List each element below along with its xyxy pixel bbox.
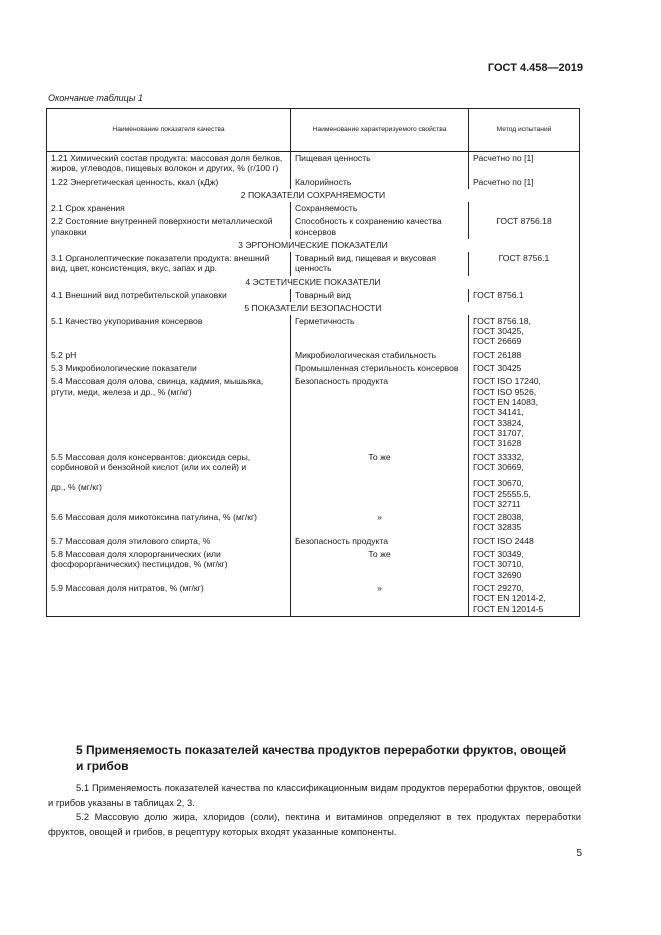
- indicator-cell: 5.4 Массовая доля олова, свинца, кадмия, мышьяка, ртути, меди, железа и др., % (мг/кг): [47, 375, 291, 450]
- property-cell: Сохраняемость: [291, 202, 469, 215]
- paragraph-5-2: [48, 810, 581, 839]
- section-heading-ergonomic: 3 ЭРГОНОМИЧЕСКИЕ ПОКАЗАТЕЛИ: [47, 239, 580, 252]
- property-cell: Промышленная стерильность консервов: [291, 362, 469, 375]
- property-cell: Товарный вид, пищевая и вкусовая ценность: [291, 252, 469, 276]
- method-cell: ГОСТ 8756.18: [469, 215, 580, 239]
- paragraph-5-2-text: 5.2 Массовую долю жира, хлоридов (соли), пектина и витаминов определяют в тех продуктах переработки фруктов, овощей и грибов, в рецептуру которых входят указанные компоненты.: [48, 811, 581, 837]
- table-row: [47, 548, 580, 582]
- method-line: ГОСТ 30349,: [473, 549, 524, 560]
- indicator-cell: 4.1 Внешний вид потребительской упаковки: [47, 289, 291, 302]
- method-line: ГОСТ 30425,: [473, 326, 524, 337]
- indicator-cell: 5.9 Массовая доля нитратов, % (мг/кг): [47, 582, 291, 616]
- section-row: [47, 239, 580, 252]
- method-line: ГОСТ 25555.5,: [473, 488, 531, 499]
- method-line: ГОСТ 28038,: [473, 512, 524, 523]
- indicator-text-continued: др., % (мг/кг): [51, 482, 103, 493]
- indicator-cell: 5.3 Микробиологические показатели: [47, 362, 291, 375]
- section-heading-aesthetic: 4 ЭСТЕТИЧЕСКИЕ ПОКАЗАТЕЛИ: [47, 276, 580, 289]
- table-row: [47, 202, 580, 215]
- table-row: [47, 215, 580, 239]
- method-cell: Расчетно по [1]: [469, 176, 580, 189]
- section-heading-storage: 2 ПОКАЗАТЕЛИ СОХРАНЯЕМОСТИ: [47, 189, 580, 202]
- column-header-method: Метод испытаний: [469, 109, 580, 152]
- table-row: [47, 451, 580, 512]
- method-line: ГОСТ EN 12014-5: [473, 603, 544, 614]
- method-line: ГОСТ ISO 9526,: [473, 386, 537, 397]
- property-cell: Безопасность продукта: [291, 375, 469, 450]
- property-cell: »: [291, 511, 469, 535]
- method-cell: ГОСТ 26188: [469, 349, 580, 362]
- method-line: ГОСТ 33824,: [473, 417, 524, 428]
- table-row: [47, 582, 580, 616]
- property-cell: Микробиологическая стабильность: [291, 349, 469, 362]
- table-row: [47, 152, 580, 176]
- indicator-cell: [47, 451, 291, 512]
- section-row: [47, 276, 580, 289]
- table-header-row: [47, 109, 580, 152]
- property-cell: Способность к сохранению качества консервов: [291, 215, 469, 239]
- table-row: [47, 375, 580, 450]
- indicator-cell: 5.1 Качество укупоривания консервов: [47, 315, 291, 349]
- property-cell: Калорийность: [291, 176, 469, 189]
- method-line: ГОСТ EN 14083,: [473, 397, 539, 407]
- table-row: [47, 289, 580, 302]
- method-cell: [469, 375, 580, 450]
- property-cell: То же: [291, 548, 469, 582]
- column-header-indicator: Наименование показателя качества: [47, 109, 291, 152]
- method-line: ГОСТ 29270,: [473, 583, 524, 593]
- quality-indicators-table: [46, 108, 580, 617]
- indicator-cell: 5.8 Массовая доля хлорорганических (или фосфорорганических) пестицидов, % (мг/кг): [47, 548, 291, 582]
- indicator-cell: 2.2 Состояние внутренней поверхности металлической упаковки: [47, 215, 291, 239]
- table-row: [47, 176, 580, 189]
- method-line: ГОСТ 30669,: [473, 461, 524, 472]
- indicator-cell: 1.22 Энергетическая ценность, ккал (кДж): [47, 176, 291, 189]
- property-cell: Пищевая ценность: [291, 152, 469, 176]
- property-cell: Товарный вид: [291, 289, 469, 302]
- property-cell: То же: [291, 451, 469, 512]
- table-row: [47, 349, 580, 362]
- method-line: ГОСТ ISO 17240,: [473, 376, 541, 387]
- section-heading-safety: 5 ПОКАЗАТЕЛИ БЕЗОПАСНОСТИ: [47, 302, 580, 315]
- indicator-text: 5.5 Массовая доля консервантов: диоксида серы, сорбиновой и бензойной кислот (или их солей) и: [51, 451, 251, 472]
- indicator-cell: 1.21 Химический состав продукта: массовая доля белков, жиров, углеводов, пищевых волокон и других, % (г/100 г): [47, 152, 291, 176]
- table-row: [47, 362, 580, 375]
- method-cell: Расчетно по [1]: [469, 152, 580, 176]
- section-row: [47, 189, 580, 202]
- section-row: [47, 302, 580, 315]
- indicator-cell: 2.1 Срок хранения: [47, 202, 291, 215]
- method-cell: [469, 511, 580, 535]
- method-cell: ГОСТ 8756.1: [469, 289, 580, 302]
- property-cell: Герметичность: [291, 315, 469, 349]
- method-line: ГОСТ 32711: [473, 498, 521, 509]
- property-cell: Безопасность продукта: [291, 535, 469, 548]
- method-cell: [469, 202, 580, 215]
- method-line: ГОСТ 31707,: [473, 427, 524, 438]
- property-cell: »: [291, 582, 469, 616]
- method-cell: [469, 315, 580, 349]
- column-header-property: Наименование характеризуемого свойства: [291, 109, 469, 152]
- indicator-cell: 5.2 pH: [47, 349, 291, 362]
- method-cell: [469, 451, 580, 512]
- table-row: [47, 252, 580, 276]
- method-line: ГОСТ EN 12014-2,: [473, 593, 546, 604]
- table-caption: Окончание таблицы 1: [48, 93, 143, 103]
- method-line: ГОСТ 30670,: [473, 478, 524, 489]
- indicator-cell: 5.7 Массовая доля этилового спирта, %: [47, 535, 291, 548]
- method-cell: [469, 582, 580, 616]
- table-row: [47, 315, 580, 349]
- paragraph-5-1-text: 5.1 Применяемость показателей качества по классификационным видам продуктов переработки фруктов, овощей и грибов указаны в таблицах 2, 3.: [48, 782, 581, 808]
- method-line: ГОСТ 32835: [473, 522, 522, 533]
- method-line: ГОСТ 31628: [473, 438, 522, 449]
- method-line: ГОСТ 26669: [473, 336, 522, 347]
- method-line: ГОСТ 34141,: [473, 407, 524, 418]
- table-row: [47, 511, 580, 535]
- method-cell: ГОСТ ISO 2448: [469, 535, 580, 548]
- method-line: ГОСТ 30710,: [473, 559, 524, 570]
- indicator-cell: 5.6 Массовая доля микотоксина патулина, % (мг/кг): [47, 511, 291, 535]
- section-5-heading: 5 Применяемость показателей качества продуктов переработки фруктов, овощей и грибов: [76, 743, 567, 774]
- method-line: ГОСТ 32690: [473, 569, 522, 580]
- method-cell: ГОСТ 8756.1: [469, 252, 580, 276]
- method-cell: ГОСТ 30425: [469, 362, 580, 375]
- table-row: [47, 535, 580, 548]
- method-cell: [469, 548, 580, 582]
- paragraph-5-1: [48, 781, 581, 810]
- method-line: ГОСТ 33332,: [473, 451, 524, 462]
- method-line: ГОСТ 8756.18,: [473, 315, 531, 326]
- document-header: ГОСТ 4.458—2019: [487, 62, 583, 74]
- indicator-cell: 3.1 Органолептические показатели продукта: внешний вид, цвет, консистенция, вкус, запах и др.: [47, 252, 291, 276]
- page-number: 5: [576, 848, 582, 859]
